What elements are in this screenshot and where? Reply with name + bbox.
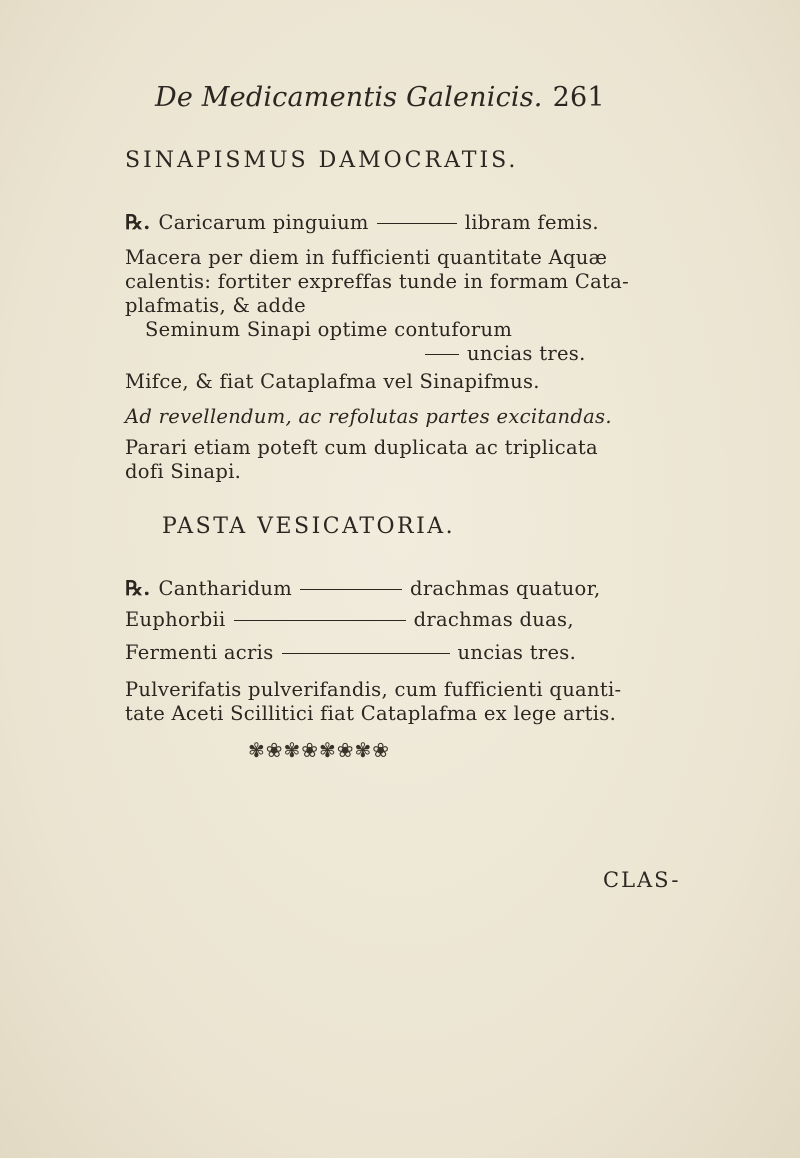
- recipe-line-cantharidum: [125, 576, 601, 600]
- ingredient-quantity: libram femis.: [464, 211, 599, 234]
- ingredient-quantity: uncias tres.: [457, 641, 577, 664]
- recipe-line-seminum: Seminum Sinapi optime contuforum: [145, 318, 513, 341]
- dash-leader: [425, 354, 459, 355]
- dash-leader: [282, 653, 450, 654]
- ingredient-quantity: drachmas quatuor,: [410, 577, 601, 600]
- text-line: Macera per diem in fufficienti quantitate Aquæ: [125, 246, 608, 269]
- ingredient-quantity: drachmas duas,: [413, 608, 574, 631]
- recipe-line-euphorbii: [125, 608, 574, 631]
- text-line: Pulverifatis pulverifandis, cum fufficienti quanti-: [125, 678, 622, 701]
- usage-note: Ad revellendum, ac refolutas partes excitandas.: [125, 405, 612, 428]
- recipe-line-caricarum: [125, 210, 599, 234]
- section-title-sinapismus: SINAPISMUS DAMOCRATIS.: [125, 148, 519, 173]
- ingredient-name: Fermenti acris: [125, 641, 274, 664]
- recipe-symbol: ℞.: [125, 576, 151, 600]
- ingredient-name: Caricarum pinguium: [158, 211, 369, 234]
- dash-leader: [300, 589, 402, 590]
- recipe-line-fermenti: [125, 641, 576, 664]
- dash-leader: [234, 620, 406, 621]
- header-title: De Medicamentis Galenicis.: [155, 82, 543, 113]
- text-line: plafmatis, & adde: [125, 294, 306, 317]
- text-line: Parari etiam poteft cum duplicata ac triplicata: [125, 436, 598, 459]
- ingredient-name: Cantharidum: [158, 577, 293, 600]
- recipe-quantity-seminum: uncias tres.: [425, 342, 586, 365]
- text-line: calentis: fortiter expreffas tunde in formam Cata-: [125, 270, 629, 293]
- page-number: 261: [552, 82, 605, 113]
- catchword: CLAS-: [603, 868, 681, 892]
- text-line: tate Aceti Scillitici fiat Cataplafma ex lege artis.: [125, 702, 617, 725]
- ingredient-name: Euphorbii: [125, 608, 226, 631]
- text-line: Mifce, & fiat Cataplafma vel Sinapifmus.: [125, 370, 540, 393]
- text-line: dofi Sinapi.: [125, 460, 242, 483]
- recipe-symbol: ℞.: [125, 210, 151, 234]
- running-header: [155, 82, 605, 113]
- section-title-pasta: PASTA VESICATORIA.: [162, 514, 456, 539]
- dash-leader: [377, 223, 457, 224]
- decorative-ornament-icon: ✾❀✾❀✾❀✾❀: [248, 738, 391, 762]
